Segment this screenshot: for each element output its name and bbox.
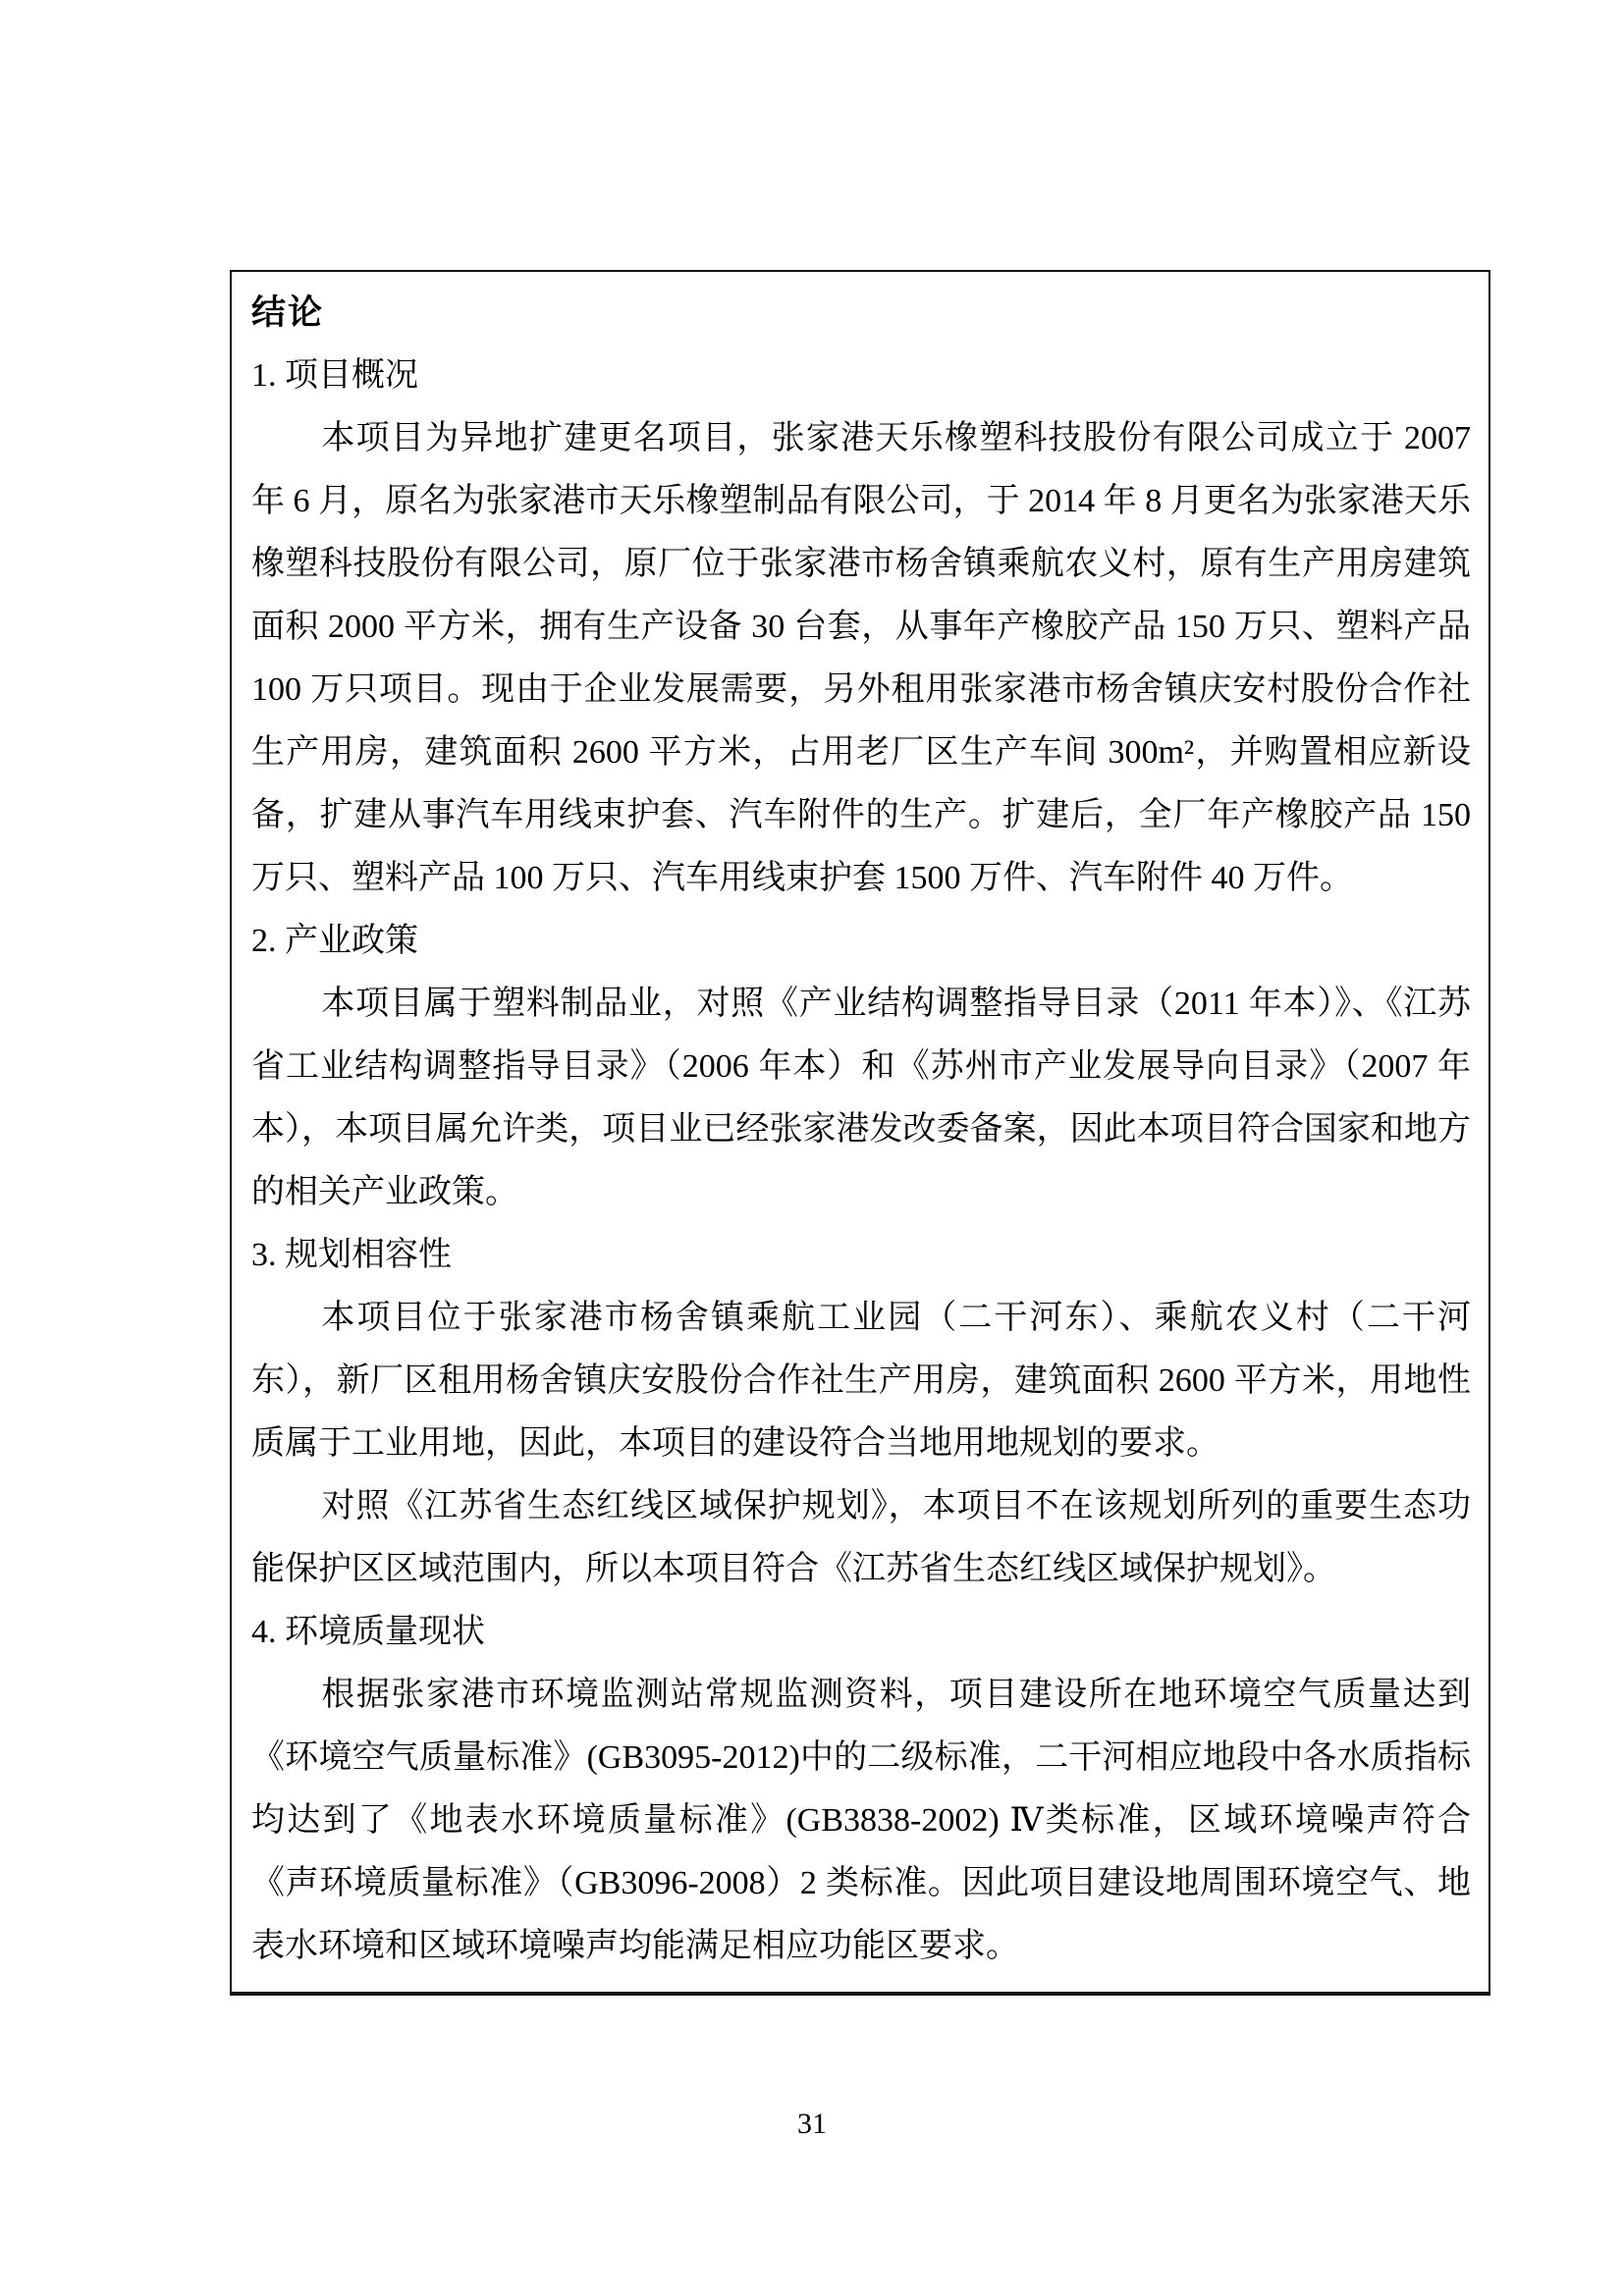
conclusion-table-cell <box>230 270 1490 1996</box>
section-heading-planning-compatibility: 3. 规划相容性 <box>251 1237 452 1273</box>
section-heading-environmental-quality: 4. 环境质量现状 <box>251 1614 485 1650</box>
paragraph: 本项目为异地扩建更名项目，张家港天乐橡塑科技股份有限公司成立于 2007 年 6 月，原名为张家港市天乐橡塑制品有限公司，于 2014 年 8 月更名为张家港天乐橡塑科技股份有限公司，原厂位于张家港市杨舍镇乘航农义村，原有生产用房建筑面积 2000 平方米，拥有生产设备 30 台套，从事年产橡胶产品 150 万只、塑料产品 100 万只项目。现由于企业发展需要，另外租用张家港市杨舍镇庆安村股份合作社生产用房，建筑面积 2600 平方米，占用老厂区生产车间 300m²，并购置相应新设备，扩建从事汽车用线束护套、汽车附件的生产。扩建后，全厂年产橡胶产品 150 万只、塑料产品 100 万只、汽车用线束护套 1500 万件、汽车附件 40 万件。 <box>251 420 1471 896</box>
section-heading-project-overview: 1. 项目概况 <box>251 357 418 394</box>
paragraph: 对照《江苏省生态红线区域保护规划》，本项目不在该规划所列的重要生态功能保护区区域范围内，所以本项目符合《江苏省生态红线区域保护规划》。 <box>251 1488 1471 1587</box>
paragraph: 本项目位于张家港市杨舍镇乘航工业园（二干河东）、乘航农义村（二干河东），新厂区租用杨舍镇庆安股份合作社生产用房，建筑面积 2600 平方米，用地性质属于工业用地，因此，本项目的建设符合当地用地规划的要求。 <box>251 1300 1471 1462</box>
paragraph: 本项目属于塑料制品业，对照《产业结构调整指导目录（2011 年本）》、《江苏省工业结构调整指导目录》（2006 年本）和《苏州市产业发展导向目录》（2007 年本），本项目属允许类，项目业已经张家港发改委备案，因此本项目符合国家和地方的相关产业政策。 <box>251 986 1471 1210</box>
paragraph: 根据张家港市环境监测站常规监测资料，项目建设所在地环境空气质量达到《环境空气质量标准》(GB3095-2012)中的二级标准，二干河相应地段中各水质指标均达到了《地表水环境质量标准》(GB3838-2002) Ⅳ类标准，区域环境噪声符合《声环境质量标准》（GB3096-2008）2 类标准。因此项目建设地周围环境空气、地表水环境和区域环境噪声均能满足相应功能区要求。 <box>251 1677 1471 1964</box>
section-heading-industrial-policy: 2. 产业政策 <box>251 923 418 959</box>
document-title: 结论 <box>251 294 325 332</box>
page-number: 31 <box>797 2108 827 2140</box>
